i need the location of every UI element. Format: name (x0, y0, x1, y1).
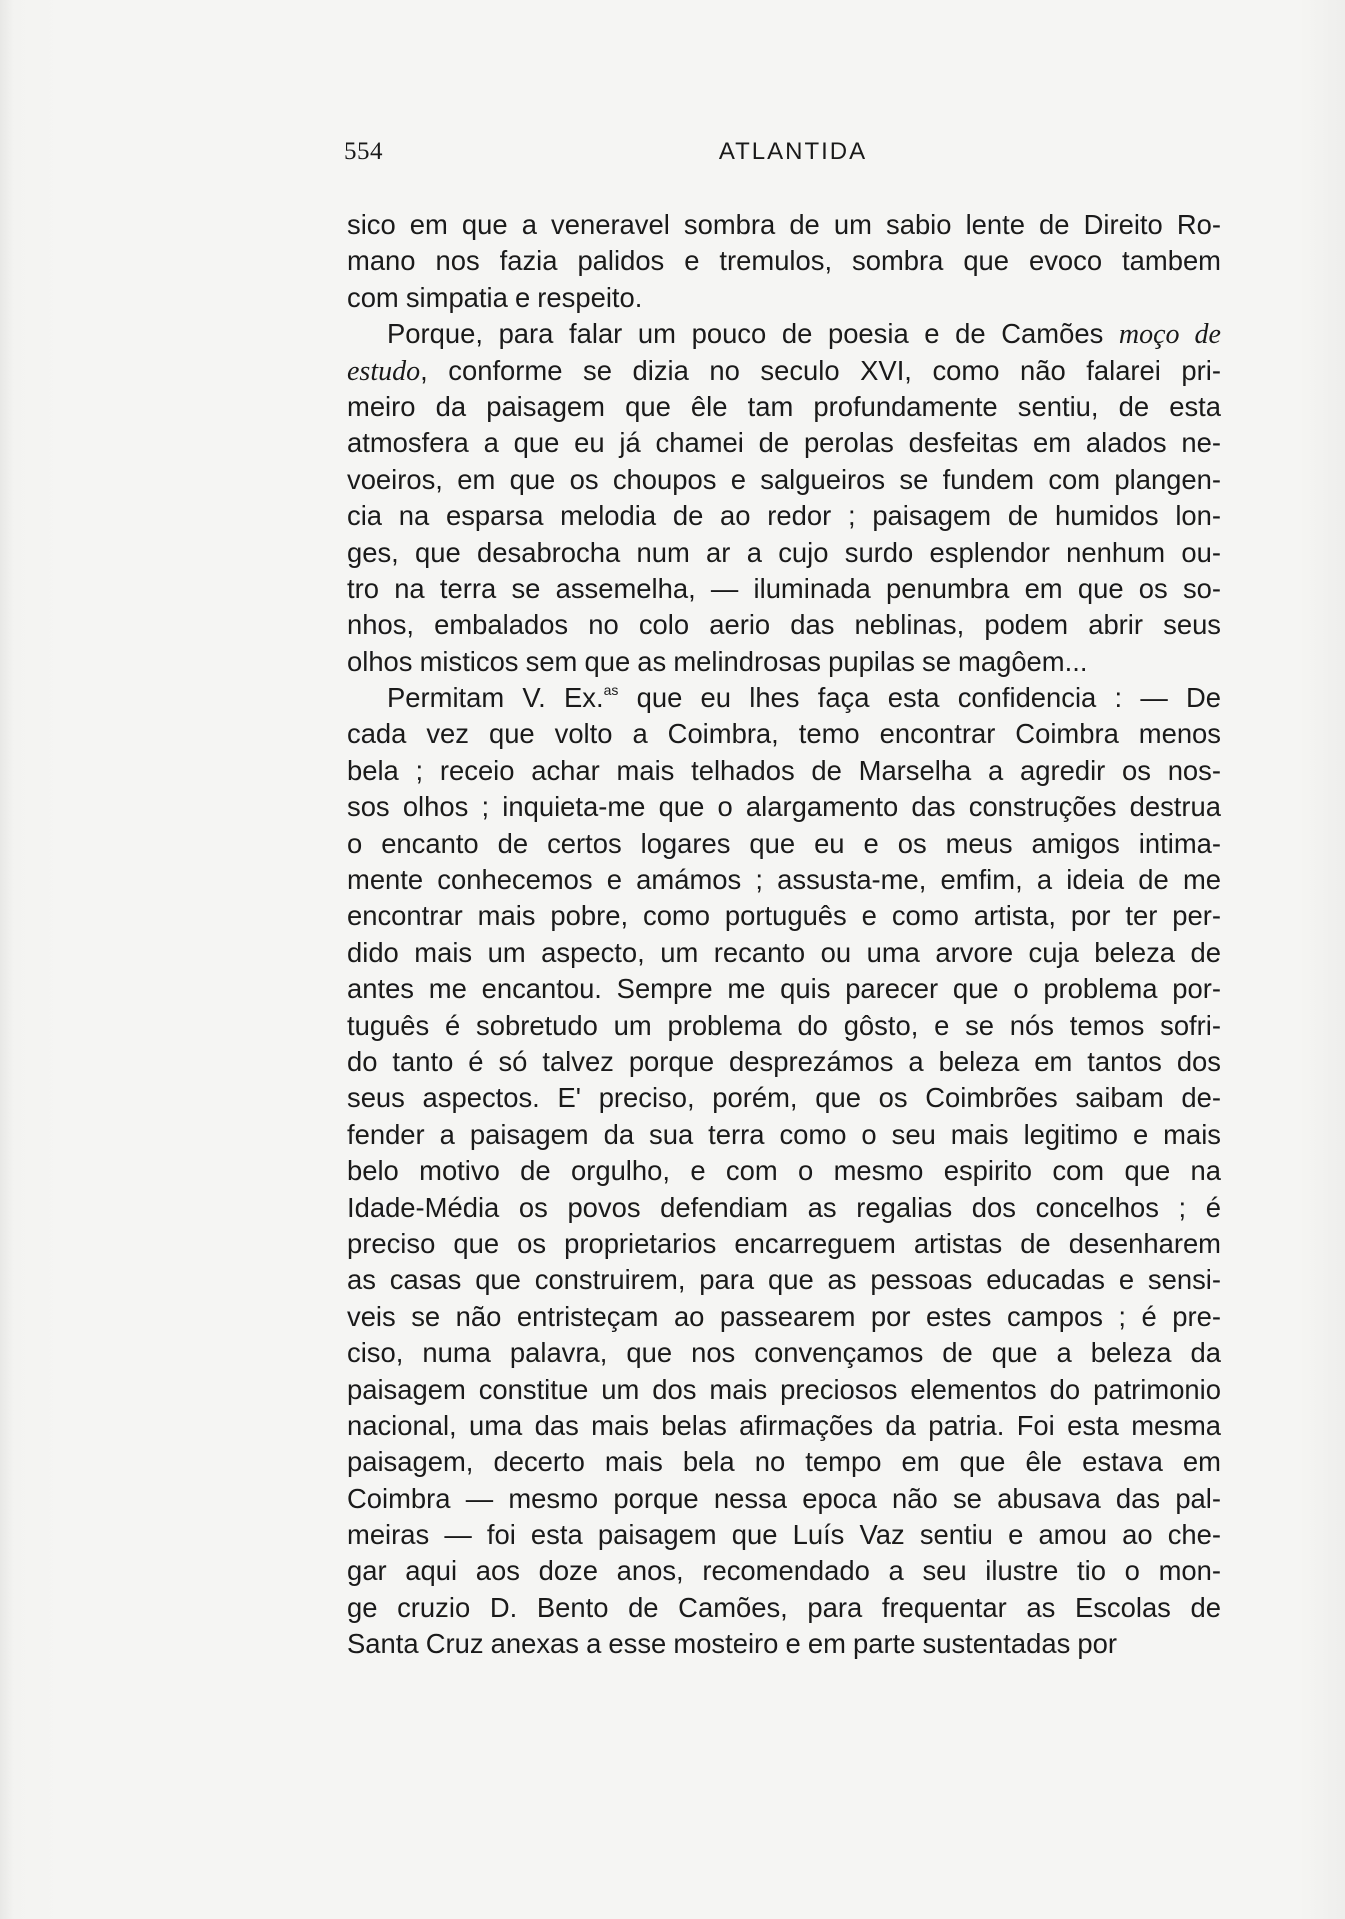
text-line: atmosfera a que eu já chamei de perolas desfeitas em alados ne- (347, 427, 1221, 459)
text-line: meiro da paisagem que êle tam profundamente sentiu, de esta (347, 390, 1221, 422)
text-line (347, 680, 1221, 716)
text-line: sos olhos ; inquieta-me que o alargamento das construções destrua (347, 791, 1221, 823)
text-line: mano nos fazia palidos e tremulos, sombra que evoco tambem (347, 245, 1221, 277)
text-segment: que eu lhes faça esta confidencia : — De (618, 682, 1221, 714)
text-line: Coimbra — mesmo porque nessa epoca não se abusava das pal- (347, 1482, 1221, 1514)
text-line: olhos misticos sem que as melindrosas pupilas se magôem... (347, 645, 1088, 677)
italic-phrase: moço de (1118, 319, 1221, 351)
text-line: antes me encantou. Sempre me quis parecer que o problema por- (347, 973, 1221, 1005)
text-line: Santa Cruz anexas a esse mosteiro e em parte sustentadas por (347, 1628, 1117, 1660)
text-line (347, 353, 1221, 389)
text-line: cada vez que volto a Coimbra, temo encontrar Coimbra menos (347, 718, 1221, 750)
text-line: tuguês é sobretudo um problema do gôsto, e se nós temos sofri- (347, 1009, 1221, 1041)
text-line: com simpatia e respeito. (347, 281, 643, 313)
text-segment: Porque, para falar um pouco de poesia e de Camões (387, 318, 1119, 350)
text-line: voeiros, em que os choupos e salgueiros se fundem com plangen- (347, 463, 1221, 495)
text-segment: Permitam V. Ex. (387, 682, 604, 714)
running-title: ATLANTIDA (718, 138, 868, 165)
text-line: dido mais um aspecto, um recanto ou uma arvore cuja beleza de (347, 936, 1221, 968)
text-line: ges, que desabrocha num ar a cujo surdo esplendor nenhum ou- (347, 536, 1221, 568)
text-line: fender a paisagem da sua terra como o seu mais legitimo e mais (347, 1118, 1221, 1150)
text-line: paisagem, decerto mais bela no tempo em que êle estava em (347, 1446, 1221, 1478)
text-line: nacional, uma das mais belas afirmações da patria. Foi esta mesma (347, 1409, 1221, 1441)
text-line: o encanto de certos logares que eu e os meus amigos intima- (347, 827, 1221, 859)
text-line: bela ; receio achar mais telhados de Marselha a agredir os nos- (347, 754, 1221, 786)
text-line: ge cruzio D. Bento de Camões, para frequentar as Escolas de (347, 1591, 1221, 1623)
text-line: sico em que a veneravel sombra de um sabio lente de Direito Ro- (347, 209, 1221, 240)
superscript-abbreviation: as (603, 682, 619, 699)
text-line: ciso, numa palavra, que nos convençamos de que a beleza da (347, 1337, 1221, 1369)
text-line: paisagem constitue um dos mais preciosos elementos do patrimonio (347, 1373, 1221, 1405)
page-header (344, 138, 1222, 174)
text-line: tro na terra se assemelha, — iluminada penumbra em que os so- (347, 572, 1221, 604)
text-line: do tanto é só talvez porque desprezámos a beleza em tantos dos (347, 1045, 1221, 1077)
body-text (347, 207, 1221, 1663)
text-line: encontrar mais pobre, como português e como artista, por ter per- (347, 900, 1221, 932)
text-line (347, 316, 1221, 352)
text-line: belo motivo de orgulho, e com o mesmo espirito com que na (347, 1155, 1221, 1187)
text-line: nhos, embalados no colo aerio das neblinas, podem abrir seus (347, 609, 1221, 641)
text-line: cia na esparsa melodia de ao redor ; paisagem de humidos lon- (347, 500, 1221, 532)
text-segment: , conforme se dizia no seculo XVI, como não falarei pri- (420, 354, 1221, 386)
page-number: 554 (344, 138, 383, 165)
text-line: gar aqui aos doze anos, recomendado a seu ilustre tio o mon- (347, 1555, 1221, 1587)
text-line: mente conhecemos e amámos ; assusta-me, emfim, a ideia de me (347, 864, 1221, 896)
text-line: as casas que construirem, para que as pessoas educadas e sensi- (347, 1264, 1221, 1296)
text-line: seus aspectos. E' preciso, porém, que os Coimbrões saibam de- (347, 1082, 1221, 1114)
text-line: meiras — foi esta paisagem que Luís Vaz sentiu e amou ao che- (347, 1519, 1221, 1551)
italic-phrase: estudo (347, 355, 421, 387)
text-line: Idade-Média os povos defendiam as regalias dos concelhos ; é (347, 1191, 1221, 1223)
text-line: preciso que os proprietarios encarreguem artistas de desenharem (347, 1227, 1221, 1259)
text-line: veis se não entristeçam ao passearem por estes campos ; é pre- (347, 1300, 1221, 1332)
